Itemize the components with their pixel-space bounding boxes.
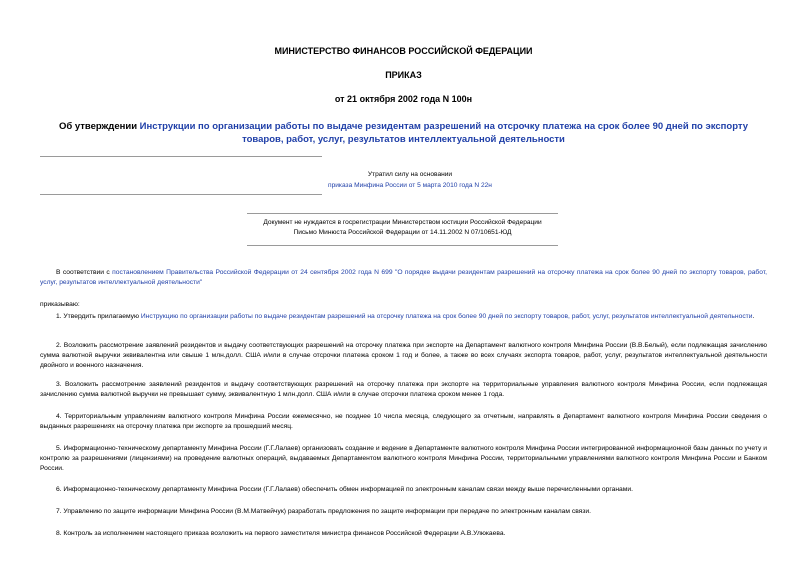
- preamble-prefix: В соответствии с: [56, 269, 113, 276]
- title-instruction-link[interactable]: Инструкции по организации работы по выдаче резидентам разрешений на отсрочку платежа на срок более 90 дней по экспорту товаров, работ, услуг, результатов интеллектуальной деятельности: [139, 121, 749, 145]
- preamble-paragraph: [40, 268, 767, 288]
- order-item-2: 2. Возложить рассмотрение заявлений резидентов и выдачу соответствующих разрешений на отсрочку платежа при экспорте на Департамент валютного контроля Минфина России (В.В.Белый), если подлежащая зачислению сумма валютной выручки эквивалентна или свыше 1 млн.долл. США и/или в случае отсрочки платежа сроком 1 год и более, а также во всех случаях экспорта товаров, работ, услуг, результатов интеллектуальной деятельности двойного и военного назначения.: [40, 342, 767, 370]
- status-note-link[interactable]: приказа Минфина России от 5 марта 2010 года N 22н: [328, 182, 492, 189]
- order-item-5: 5. Информационно-техническому департаменту Минфина России (Г.Г.Лалаев) организовать создание и ведение в Департаменте валютного контроля Минфина России интегрированной информационной базы данных по учету и контролю за разрешениями (лицензиями) на проведение валютных операций, выдаваемых Департаментом валютного контроля Минфина России, территориальными управлениями валютного контроля Минфина России и Банком России.: [40, 445, 767, 473]
- preamble-resolution-link[interactable]: постановлением Правительства Российской Федерации от 24 сентября 2002 года N 699 "О порядке выдачи резидентам разрешений на отсрочку платежа на срок более 90 дней по экспорту товаров, работ, услуг, результатов интеллектуальной деятельности": [40, 269, 767, 287]
- item1-prefix: 1. Утвердить прилагаемую: [56, 313, 141, 320]
- title-prefix: Об утверждении: [58, 121, 140, 132]
- order-item-8: 8. Контроль за исполнением настоящего приказа возложить на первого заместителя министра финансов Российской Федерации А.В.Улюкаева.: [56, 530, 506, 537]
- order-item-6: 6. Информационно-техническому департаменту Минфина России (Г.Г.Лалаев) обеспечить обмен информацией по электронным каналам связи между выше перечисленными органами.: [56, 486, 633, 493]
- order-item-1: [40, 312, 767, 322]
- order-item-7: 7. Управлению по защите информации Минфина России (В.М.Матвейчук) разработать предложения по защите информации при передаче по электронным каналам связи.: [56, 508, 591, 515]
- doc-type-heading: ПРИКАЗ: [385, 70, 422, 80]
- ministry-heading: МИНИСТЕРСТВО ФИНАНСОВ РОССИЙСКОЙ ФЕДЕРАЦИИ: [274, 46, 533, 56]
- registration-note-line2: Письмо Минюста Российской Федерации от 14.11.2002 N 07/10651-ЮД: [293, 229, 512, 236]
- registration-note-line1: Документ не нуждается в госрегистрации Министерством юстиции Российской Федерации: [263, 219, 542, 226]
- item1-instruction-link[interactable]: Инструкцию по организации работы по выдаче резидентам разрешений на отсрочку платежа на срок более 90 дней по экспорту товаров, работ, услуг, результатов интеллектуальной деятельности: [140, 313, 753, 320]
- document-title: [40, 120, 767, 146]
- divider-left-1: [40, 156, 322, 157]
- order-item-4: 4. Территориальным управлениям валютного контроля Минфина России ежемесячно, не позднее 10 числа месяца, следующего за отчетным, направлять в Департамент валютного контроля Минфина России сведения о выданных разрешениях на отсрочку платежа при экспорте за прошедший месяц.: [40, 413, 767, 431]
- item1-suffix: .: [752, 313, 755, 320]
- order-item-3: 3. Возложить рассмотрение заявлений резидентов и выдачу соответствующих разрешений на отсрочку платежа при экспорте на территориальные управления валютного контроля Минфина России, если подлежащая зачислению сумма валютной выручки не превышает сумму, эквивалентную 1 млн.долл. США и/или в случае отсрочки платежа сроком менее 1 года.: [40, 381, 767, 399]
- order-word: приказываю:: [40, 301, 80, 308]
- status-note-line1: Утратил силу на основании: [367, 171, 453, 178]
- doc-date-number: от 21 октября 2002 года N 100н: [334, 94, 473, 104]
- divider-registration-top: [247, 213, 558, 214]
- divider-registration-bottom: [247, 245, 558, 246]
- divider-left-2: [40, 194, 322, 195]
